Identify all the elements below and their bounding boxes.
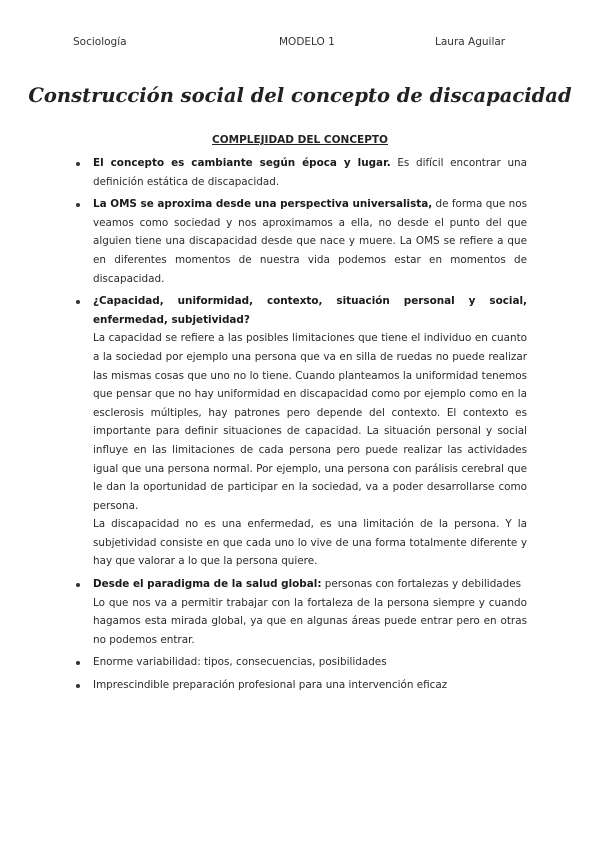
header-author: Laura Aguilar [435, 36, 506, 48]
bullet-icon [76, 162, 80, 166]
bullet-paragraph: La discapacidad no es una enfermedad, es una limitación de la persona. Y la subjetividad consiste en que cada uno lo vive de una forma totalmente diferente y hay que valorar a lo que la persona quiere. [93, 518, 527, 568]
bullet-icon [76, 583, 80, 587]
list-item [70, 195, 527, 288]
bullet-icon [76, 684, 80, 688]
bullet-text: personas con fortalezas y debilidades [321, 578, 522, 591]
bullet-icon [76, 300, 80, 304]
bullet-bold-text: Desde el paradigma de la salud global: [93, 578, 322, 591]
bullet-bold-text: ¿Capacidad, uniformidad, contexto, situación personal y social, enfermedad, subjetividad? [93, 295, 527, 326]
bullet-bold-text: El concepto es cambiante según época y lugar. [93, 157, 391, 169]
bullet-paragraph: Lo que nos va a permitir trabajar con la fortaleza de la persona siempre y cuando hagamos esta mirada global, ya que en algunas áreas puede entrar pero en otras no podemos entrar. [93, 596, 527, 646]
list-item [70, 575, 527, 649]
bullet-text: Es difícil encontrar una definición estática de discapacidad. [93, 157, 527, 188]
bullet-paragraph: La capacidad se refiere a las posibles limitaciones que tiene el individuo en cuanto a la sociedad por ejemplo una persona que va en silla de ruedas no puede realizar las mismas cosas que uno no lo tiene. Cuando planteamos la uniformidad tenemos que pensar que no hay uniformidad en discapacidad como por ejemplo como en la esclerosis múltiples, hay patrones pero depende del contexto. El contexto es importante para definir situaciones de capacidad. La situación personal y social influye en las limitaciones de cada persona pero puede realizar las actividades igual que una persona normal. Por ejemplo, una persona con parálisis cerebral que le dan la oportunidad de participar en la sociedad, va a poder desarrollarse como persona. [93, 332, 527, 512]
bullet-icon [76, 203, 80, 207]
bullet-bold-text: La OMS se aproxima desde una perspectiva universalista, [93, 198, 433, 211]
bullet-text: Enorme variabilidad: tipos, consecuencias, posibilidades [93, 656, 387, 669]
section-heading: COMPLEJIDAD DEL CONCEPTO [212, 134, 388, 146]
document-title: Construcción social del concepto de discapacidad [28, 84, 572, 107]
header-model: MODELO 1 [279, 36, 335, 48]
list-item [70, 653, 527, 672]
page-header [0, 36, 600, 52]
list-item [70, 676, 527, 695]
bullet-text: Imprescindible preparación profesional para una intervención eficaz [93, 679, 448, 692]
bullet-list [70, 154, 527, 695]
list-item [70, 292, 527, 571]
header-subject: Sociología [73, 36, 127, 48]
bullet-text: de forma que nos veamos como sociedad y nos aproximamos a ella, no desde el punto del que alguien tiene una discapacidad desde que nace y muere. La OMS se refiere a que en diferentes momentos de nuestra vida podemos estar en momentos de discapacidad. [93, 198, 527, 285]
document-body [70, 154, 527, 699]
bullet-icon [76, 661, 80, 665]
list-item [70, 154, 527, 191]
